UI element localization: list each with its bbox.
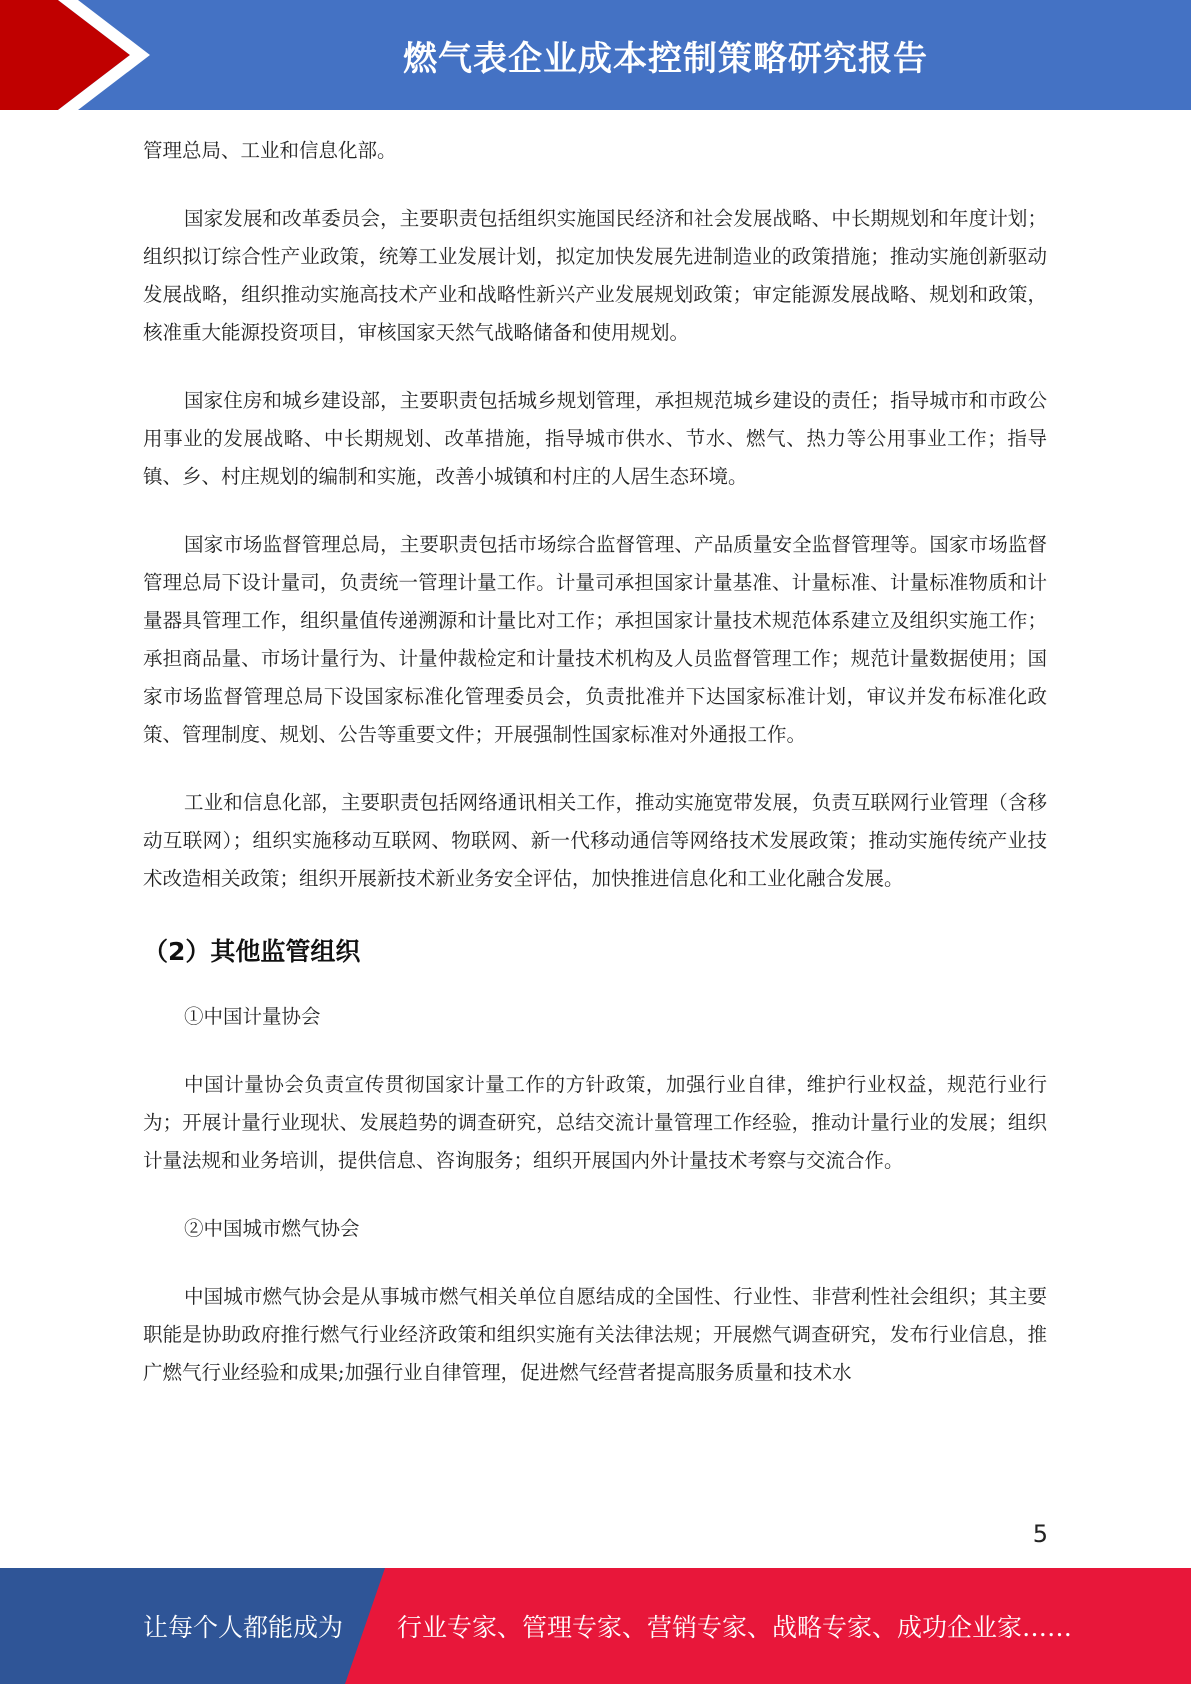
page-footer: [0, 1568, 1191, 1684]
document-body: [143, 132, 1047, 1422]
footer-slogan-left: 让每个人都能成为: [143, 1613, 344, 1642]
paragraph-market-regulation: 国家市场监督管理总局，主要职责包括市场综合监督管理、产品质量安全监督管理等。国家市场监督管理总局下设计量司，负责统一管理计量工作。计量司承担国家计量基准、计量标准、计量标准物质和计量器具管理工作，组织量值传递溯源和计量比对工作；承担国家计量技术规范体系建立及组织实施工作；承担商品量、市场计量行为、计量仲裁检定和计量技术机构及人员监督管理工作；规范计量数据使用；国家市场监督管理总局下设国家标准化管理委员会，负责批准并下达国家标准计划，审议并发布标准化政策、管理制度、规划、公告等重要文件；开展强制性国家标准对外通报工作。: [143, 533, 1047, 746]
subheading-gas-association: ②中国城市燃气协会: [184, 1217, 360, 1240]
paragraph-continuation: 管理总局、工业和信息化部。: [143, 139, 397, 162]
footer-slogan-right: 行业专家、管理专家、营销专家、战略专家、成功企业家……: [397, 1613, 1073, 1642]
subheading-metrology-association: ①中国计量协会: [184, 1005, 321, 1028]
section-heading: （2）其他监管组织: [143, 937, 361, 966]
paragraph-miit: 工业和信息化部，主要职责包括网络通讯相关工作，推动实施宽带发展，负责互联网行业管理（含移动互联网）；组织实施移动互联网、物联网、新一代移动通信等网络技术发展政策；推动实施传统产业技术改造相关政策；组织开展新技术新业务安全评估，加快推进信息化和工业化融合发展。: [143, 791, 1047, 890]
page-header: [0, 0, 1191, 110]
paragraph-housing-ministry: 国家住房和城乡建设部，主要职责包括城乡规划管理，承担规范城乡建设的责任；指导城市和市政公用事业的发展战略、中长期规划、改革措施，指导城市供水、节水、燃气、热力等公用事业工作；指导镇、乡、村庄规划的编制和实施，改善小城镇和村庄的人居生态环境。: [143, 389, 1047, 488]
paragraph-ndrc: 国家发展和改革委员会，主要职责包括组织实施国民经济和社会发展战略、中长期规划和年度计划；组织拟订综合性产业政策，统筹工业发展计划，拟定加快发展先进制造业的政策措施；推动实施创新驱动发展战略，组织推动实施高技术产业和战略性新兴产业发展规划政策；审定能源发展战略、规划和政策，核准重大能源投资项目，审核国家天然气战略储备和使用规划。: [143, 207, 1047, 344]
paragraph-metrology-association: 中国计量协会负责宣传贯彻国家计量工作的方针政策，加强行业自律，维护行业权益，规范行业行为；开展计量行业现状、发展趋势的调查研究，总结交流计量管理工作经验，推动计量行业的发展；组织计量法规和业务培训，提供信息、咨询服务；组织开展国内外计量技术考察与交流合作。: [143, 1073, 1047, 1172]
page-number: 5: [1032, 1520, 1048, 1548]
report-title: 燃气表企业成本控制策略研究报告: [403, 38, 928, 79]
paragraph-gas-association: 中国城市燃气协会是从事城市燃气相关单位自愿结成的全国性、行业性、非营利性社会组织；其主要职能是协助政府推行燃气行业经济政策和组织实施有关法律法规；开展燃气调查研究，发布行业信息，推广燃气行业经验和成果;加强行业自律管理，促进燃气经营者提高服务质量和技术水: [143, 1285, 1047, 1384]
